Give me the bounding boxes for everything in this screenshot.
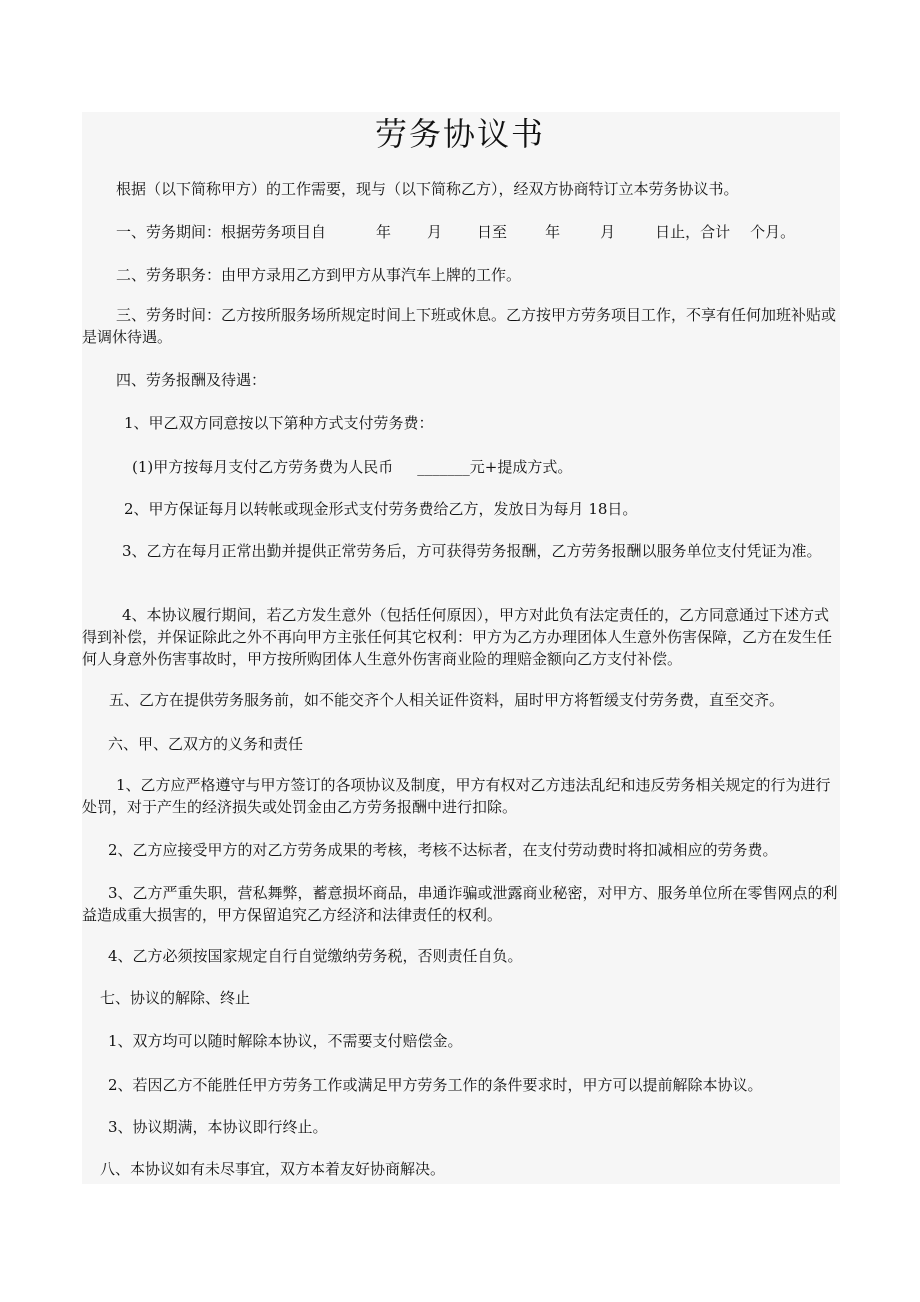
duty-paragraph: 二、劳务职务：由甲方录用乙方到甲方从事汽车上牌的工作。 — [116, 266, 522, 284]
pay-item-3: 3、乙方在每月正常出勤并提供正常劳务后，方可获得劳务报酬，乙方劳务报酬以服务单位支付凭证为准。 — [122, 542, 822, 560]
term-year-1: 年 — [376, 223, 392, 241]
responsibility-item-2: 2、乙方应接受甲方的对乙方劳务成果的考核，考核不达标者，在支付劳动费时将扣减相应的劳务费。 — [108, 841, 778, 859]
termination-item-2: 2、若因乙方不能胜任甲方劳务工作或满足甲方劳务工作的条件要求时，甲方可以提前解除本协议。 — [108, 1076, 763, 1094]
responsibility-item-1: 1、乙方应严格遵守与甲方签订的各项协议及制度，甲方有权对乙方违法乱纪和违反劳务相关规定的行为进行处罚，对于产生的经济损失或处罚金由乙方劳务报酬中进行扣除。 — [82, 776, 831, 816]
pay-item-1a-suffix: 元+提成方式。 — [469, 458, 573, 476]
term-month-1: 月 — [427, 223, 443, 241]
miscellaneous-paragraph: 八、本协议如有未尽事宜，双方本着友好协商解决。 — [100, 1160, 446, 1178]
responsibility-item-3: 3、乙方严重失职，营私舞弊，蓄意损坏商品，串通诈骗或泄露商业秘密，对甲方、服务单位所在零售网点的利益造成重大损害的，甲方保留追究乙方经济和法律责任的权利。 — [82, 884, 838, 924]
pay-item-4: 4、本协议履行期间，若乙方发生意外（包括任何原因），甲方对此负有法定责任的，乙方同意通过下述方式得到补偿，并保证除此之外不再向甲方主张任何其它权利：甲方为乙方办理团体人生意外伤害保障，乙方在发生任何人身意外伤害事故时，甲方按所购团体人生意外伤害商业险的理赔金额向乙方支付补偿。 — [82, 606, 833, 668]
responsibility-item-4: 4、乙方必须按国家规定自行自觉缴纳劳务税，否则责任自负。 — [108, 947, 523, 965]
term-label: 一、劳务期间：根据劳务项目自 — [116, 223, 327, 241]
document-title: 劳务协议书 — [374, 115, 545, 153]
intro-paragraph: 根据（以下简称甲方）的工作需要，现与（以下简称乙方），经双方协商特订立本劳务协议书。 — [116, 180, 739, 198]
termination-item-3: 3、协议期满，本协议即行终止。 — [108, 1118, 328, 1136]
documents-paragraph: 五、乙方在提供劳务服务前，如不能交齐个人相关证件资料，届时甲方将暂缓支付劳务费，直至交齐。 — [109, 691, 785, 709]
termination-item-1: 1、双方均可以随时解除本协议，不需要支付赔偿金。 — [108, 1032, 463, 1050]
term-month-2: 月 — [600, 223, 616, 241]
responsibility-heading: 六、甲、乙双方的义务和责任 — [108, 735, 304, 753]
pay-amount-blank: _______ — [417, 458, 470, 476]
term-months: 个月。 — [750, 223, 796, 241]
pay-item-2: 2、甲方保证每月以转帐或现金形式支付劳务费给乙方，发放日为每月 18日。 — [124, 500, 638, 518]
pay-item-1: 1、甲乙双方同意按以下第种方式支付劳务费： — [124, 414, 434, 432]
term-day-to: 日至 — [477, 223, 508, 241]
term-year-2: 年 — [545, 223, 561, 241]
hours-paragraph: 三、劳务时间：乙方按所服务场所规定时间上下班或休息。乙方按甲方劳务项目工作，不享有任何加班补贴或是调休待遇。 — [82, 306, 837, 346]
pay-heading: 四、劳务报酬及待遇： — [116, 371, 267, 389]
pay-item-1a — [132, 456, 572, 478]
termination-heading: 七、协议的解除、终止 — [100, 989, 251, 1007]
term-day-end: 日止，合计 — [655, 223, 731, 241]
term-paragraph — [116, 221, 795, 243]
pay-item-1a-text: (1)甲方按每月支付乙方劳务费为人民币 — [132, 458, 394, 476]
